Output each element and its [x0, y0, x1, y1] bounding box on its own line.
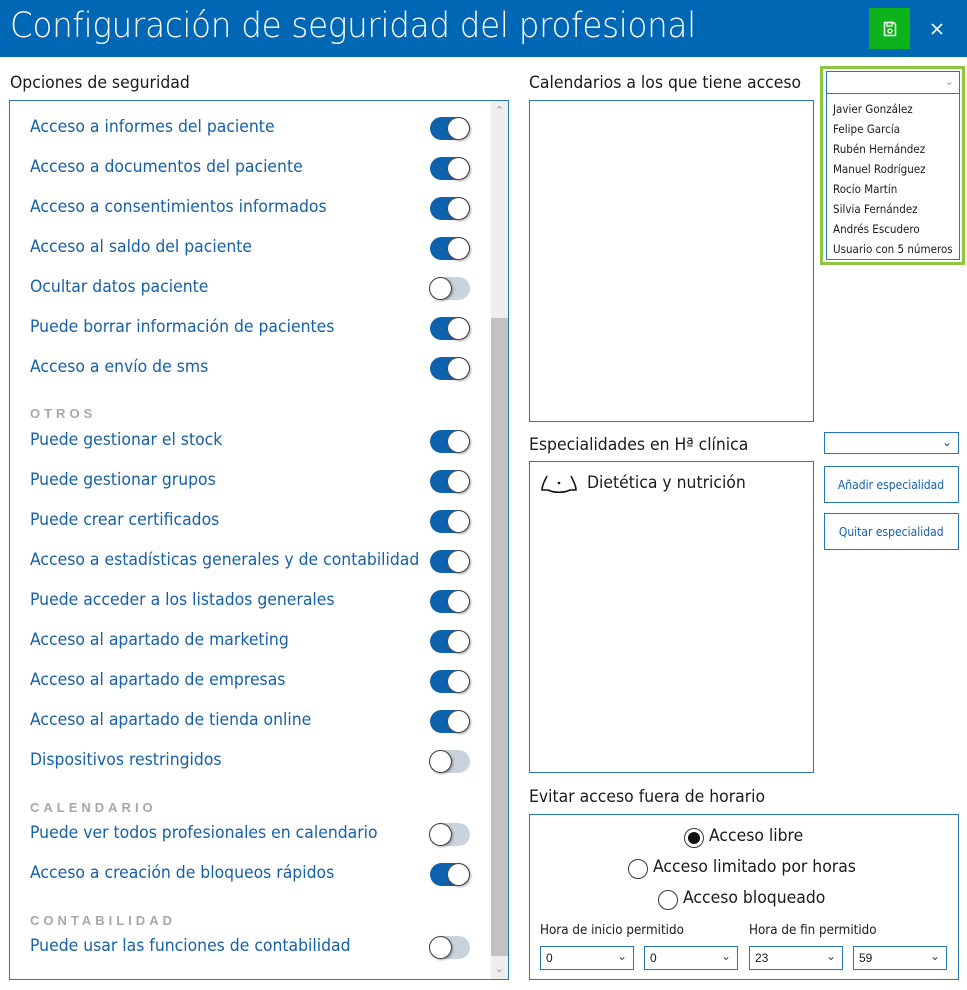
schedule-title: Evitar acceso fuera de horario	[529, 787, 766, 807]
option-row	[30, 234, 472, 264]
toggle-knob	[447, 710, 470, 733]
option-row	[30, 820, 472, 850]
toggle-knob	[429, 936, 452, 959]
dropdown-option[interactable]: Rubén Hernández	[833, 142, 926, 156]
remove-specialty-label: Quitar especialidad	[839, 524, 944, 539]
end-hour-value: 23	[755, 951, 769, 965]
chevron-down-icon: ⌄	[720, 949, 731, 963]
toggle-knob	[447, 197, 470, 220]
toggle-switch[interactable]	[430, 590, 470, 613]
option-label: Puede crear certificados	[30, 510, 220, 530]
add-specialty-button[interactable]	[824, 466, 959, 503]
radio-acceso-limitado[interactable]	[628, 856, 868, 882]
toggle-knob	[429, 823, 452, 846]
end-minute-value: 59	[859, 951, 873, 965]
title-bar	[0, 0, 967, 57]
dropdown-option[interactable]: Andrés Escudero	[833, 222, 920, 236]
radio-label: Acceso libre	[709, 826, 804, 846]
chevron-down-icon: ⌄	[944, 76, 954, 88]
calendars-list[interactable]	[529, 100, 814, 422]
floppy-disk-icon	[883, 21, 897, 37]
option-label: Acceso al apartado de tienda online	[30, 710, 312, 730]
chevron-down-icon: ⌄	[941, 435, 952, 449]
calendar-select[interactable]	[826, 71, 960, 94]
toggle-switch[interactable]	[430, 823, 470, 846]
option-row	[30, 707, 472, 737]
option-row	[30, 667, 472, 697]
radio-button[interactable]	[628, 859, 648, 879]
toggle-switch[interactable]	[430, 710, 470, 733]
chevron-down-icon: ⌄	[929, 949, 940, 963]
option-label: Ocultar datos paciente	[30, 277, 209, 297]
option-label: Puede acceder a los listados generales	[30, 590, 335, 610]
specialties-list	[529, 461, 814, 773]
radio-label: Acceso limitado por horas	[653, 857, 856, 877]
option-row	[30, 274, 472, 304]
toggle-knob	[429, 750, 452, 773]
scroll-down-arrow-icon[interactable]: ⌄	[494, 963, 505, 975]
option-label: Acceso a informes del paciente	[30, 117, 275, 137]
option-row	[30, 154, 472, 184]
toggle-switch[interactable]	[430, 670, 470, 693]
start-minute-select[interactable]	[644, 946, 738, 970]
start-hour-value: 0	[546, 951, 553, 965]
option-row	[30, 354, 472, 384]
option-row	[30, 547, 472, 577]
toggle-switch[interactable]	[430, 510, 470, 533]
option-label: Dispositivos restringidos	[30, 750, 222, 770]
toggle-switch[interactable]	[430, 470, 470, 493]
option-label: Acceso a documentos del paciente	[30, 157, 303, 177]
option-row	[30, 587, 472, 617]
toggle-switch[interactable]	[430, 863, 470, 886]
add-specialty-label: Añadir especialidad	[838, 477, 945, 492]
toggle-knob	[447, 510, 470, 533]
specialty-select[interactable]	[824, 432, 959, 454]
radio-label: Acceso bloqueado	[683, 888, 826, 908]
option-label: Puede usar las funciones de contabilidad	[30, 936, 351, 956]
option-row	[30, 627, 472, 657]
toggle-knob	[447, 630, 470, 653]
option-label: Puede gestionar grupos	[30, 470, 216, 490]
option-label: Puede borrar información de pacientes	[30, 317, 335, 337]
radio-acceso-libre[interactable]	[684, 825, 814, 851]
scroll-up-arrow-icon[interactable]: ⌃	[494, 105, 505, 117]
group-heading-calendario: CALENDARIO	[30, 800, 157, 815]
toggle-knob	[447, 670, 470, 693]
specialties-title: Especialidades en Hª clínica	[529, 435, 749, 455]
chevron-down-icon: ⌄	[616, 949, 627, 963]
option-row	[30, 194, 472, 224]
toggle-switch[interactable]	[430, 936, 470, 959]
option-row	[30, 427, 472, 457]
option-label: Acceso a estadísticas generales y de contabilidad	[30, 550, 420, 570]
option-label: Acceso a consentimientos informados	[30, 197, 327, 217]
option-label: Puede gestionar el stock	[30, 430, 223, 450]
toggle-switch[interactable]	[430, 750, 470, 773]
toggle-switch[interactable]	[430, 317, 470, 340]
page-title: Configuración de seguridad del profesional	[10, 6, 696, 46]
specialty-item[interactable]	[540, 468, 800, 498]
toggle-knob	[447, 430, 470, 453]
option-label: Acceso al apartado de empresas	[30, 670, 286, 690]
radio-acceso-bloqueado[interactable]	[658, 887, 838, 913]
toggle-knob	[447, 357, 470, 380]
option-label: Acceso al saldo del paciente	[30, 237, 252, 257]
radio-button-checked[interactable]	[684, 828, 704, 848]
toggle-knob	[429, 277, 452, 300]
option-label: Puede ver todos profesionales en calendario	[30, 823, 378, 843]
group-heading-contabilidad: CONTABILIDAD	[30, 913, 176, 928]
group-heading-otros: OTROS	[30, 406, 97, 421]
toggle-knob	[447, 470, 470, 493]
option-row	[30, 933, 472, 963]
toggle-knob	[447, 863, 470, 886]
security-options-title: Opciones de seguridad	[10, 73, 190, 93]
scrollbar-thumb[interactable]	[491, 318, 508, 956]
security-options-panel	[9, 100, 509, 980]
toggle-switch[interactable]	[430, 430, 470, 453]
dropdown-option[interactable]: Usuario con 5 números	[833, 242, 953, 256]
calendar-dropdown-list	[826, 94, 960, 260]
option-label: Acceso al apartado de marketing	[30, 630, 289, 650]
specialty-label: Dietética y nutrición	[587, 473, 746, 493]
option-label: Acceso a envío de sms	[30, 357, 209, 377]
option-row	[30, 314, 472, 344]
toggle-knob	[447, 590, 470, 613]
option-row	[30, 747, 472, 777]
vertical-scrollbar[interactable]	[491, 101, 508, 979]
dropdown-option[interactable]: Manuel Rodríguez	[833, 162, 926, 176]
end-hour-select[interactable]	[749, 946, 843, 970]
start-minute-value: 0	[650, 951, 657, 965]
radio-button[interactable]	[658, 890, 678, 910]
start-time-label: Hora de inicio permitido	[540, 923, 684, 938]
option-row	[30, 507, 472, 537]
start-hour-select[interactable]	[540, 946, 634, 970]
toggle-knob	[447, 317, 470, 340]
calendar-dropdown-open	[820, 66, 965, 265]
calendars-title: Calendarios a los que tiene acceso	[529, 73, 802, 93]
toggle-switch[interactable]	[430, 237, 470, 260]
option-row	[30, 467, 472, 497]
close-icon	[931, 23, 943, 35]
chevron-down-icon: ⌄	[825, 949, 836, 963]
dropdown-option[interactable]: Javier González	[833, 102, 913, 116]
toggle-knob	[447, 117, 470, 140]
option-row	[30, 114, 472, 144]
option-label: Acceso a creación de bloqueos rápidos	[30, 863, 335, 883]
toggle-switch[interactable]	[430, 357, 470, 380]
end-minute-select[interactable]	[853, 946, 947, 970]
remove-specialty-button[interactable]	[824, 513, 959, 550]
toggle-switch[interactable]	[430, 630, 470, 653]
save-button[interactable]	[869, 8, 910, 49]
end-time-label: Hora de fin permitido	[749, 923, 877, 938]
toggle-switch[interactable]	[430, 277, 470, 300]
dropdown-option[interactable]: Felipe García	[833, 122, 901, 136]
body-waist-icon	[540, 472, 578, 494]
dropdown-option[interactable]: Silvia Fernández	[833, 202, 918, 216]
toggle-switch[interactable]	[430, 157, 470, 180]
option-row	[30, 860, 472, 890]
toggle-switch[interactable]	[430, 550, 470, 573]
toggle-knob	[447, 237, 470, 260]
toggle-knob	[447, 157, 470, 180]
close-button[interactable]	[920, 12, 954, 46]
dropdown-option[interactable]: Rocío Martín	[833, 182, 898, 196]
schedule-panel	[529, 814, 959, 980]
toggle-knob	[447, 550, 470, 573]
toggle-switch[interactable]	[430, 197, 470, 220]
toggle-switch[interactable]	[430, 117, 470, 140]
